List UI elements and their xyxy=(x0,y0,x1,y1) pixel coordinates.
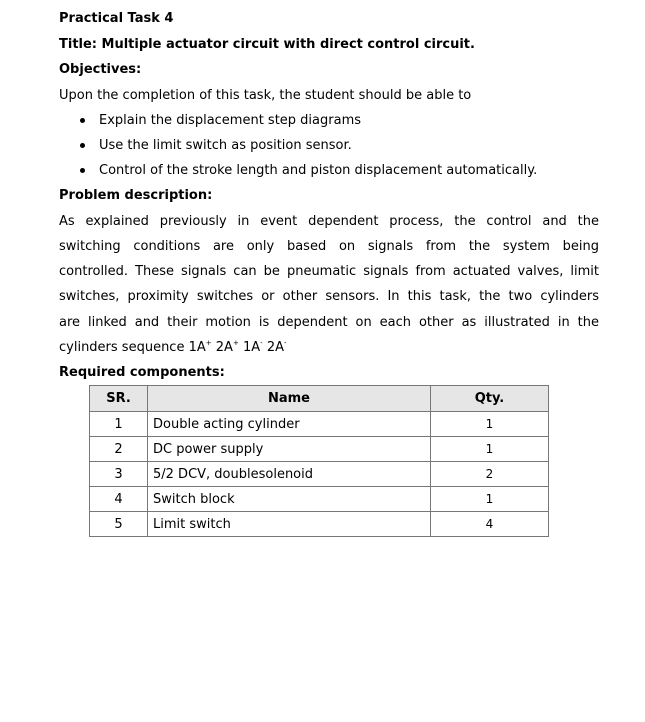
bullet-icon xyxy=(80,118,85,123)
table-row xyxy=(90,487,549,512)
cell-sr: 2 xyxy=(90,437,148,462)
column-header-qty: Qty. xyxy=(431,386,549,412)
objective-text: Explain the displacement step diagrams xyxy=(99,113,362,128)
cell-sr: 3 xyxy=(90,462,148,487)
sequence-step: 2A+ xyxy=(215,338,239,355)
task-heading: Practical Task 4 xyxy=(59,11,174,26)
column-header-sr: SR. xyxy=(90,386,148,412)
cell-sr: 4 xyxy=(90,487,148,512)
objective-item xyxy=(59,158,599,183)
problem-line: As explained previously in event dependent process, the control and the xyxy=(59,213,599,229)
cell-name: Double acting cylinder xyxy=(148,412,431,437)
sequence-step: 2A- xyxy=(266,338,287,355)
document-page xyxy=(59,6,599,386)
sequence-prefix: cylinders sequence xyxy=(59,339,185,355)
problem-line: are linked and their motion is dependent on each other as illustrated in the xyxy=(59,314,599,330)
cell-name: Switch block xyxy=(148,487,431,512)
objective-item xyxy=(59,133,599,158)
bullet-icon xyxy=(80,143,85,148)
problem-heading: Problem description: xyxy=(59,188,213,203)
problem-line: controlled. These signals can be pneumatic signals from actuated valves, limit xyxy=(59,264,599,280)
cell-qty: 4 xyxy=(431,512,549,537)
sequence-step: 1A- xyxy=(242,338,263,355)
sequence-step: 1A+ xyxy=(188,338,212,355)
components-heading: Required components: xyxy=(59,365,225,381)
table-header-row xyxy=(90,386,549,412)
cell-qty: 1 xyxy=(431,412,549,437)
objectives-intro: Upon the completion of this task, the student should be able to xyxy=(59,87,472,103)
cell-qty: 1 xyxy=(431,437,549,462)
table-row xyxy=(90,512,549,537)
cell-name: 5/2 DCV, doublesolenoid xyxy=(148,462,431,487)
cell-name: DC power supply xyxy=(148,437,431,462)
table-row xyxy=(90,437,549,462)
sequence-line xyxy=(59,335,599,361)
bullet-icon xyxy=(80,168,85,173)
problem-line: switches, proximity switches or other sensors. In this task, the two cylinders xyxy=(59,289,599,305)
column-header-name: Name xyxy=(148,386,431,412)
task-title: Title: Multiple actuator circuit with direct control circuit. xyxy=(59,36,475,52)
problem-line: switching conditions are only based on signals from the system being xyxy=(59,238,599,254)
cell-name: Limit switch xyxy=(148,512,431,537)
objective-text: Use the limit switch as position sensor. xyxy=(99,138,352,153)
table-row xyxy=(90,462,549,487)
cell-sr: 5 xyxy=(90,512,148,537)
objective-text: Control of the stroke length and piston displacement automatically. xyxy=(99,163,538,178)
cell-qty: 2 xyxy=(431,462,549,487)
cell-qty: 1 xyxy=(431,487,549,512)
components-table xyxy=(89,385,549,537)
objectives-heading: Objectives: xyxy=(59,62,142,77)
objective-item xyxy=(59,108,599,133)
objectives-list xyxy=(59,108,599,183)
table-row xyxy=(90,412,549,437)
cell-sr: 1 xyxy=(90,412,148,437)
